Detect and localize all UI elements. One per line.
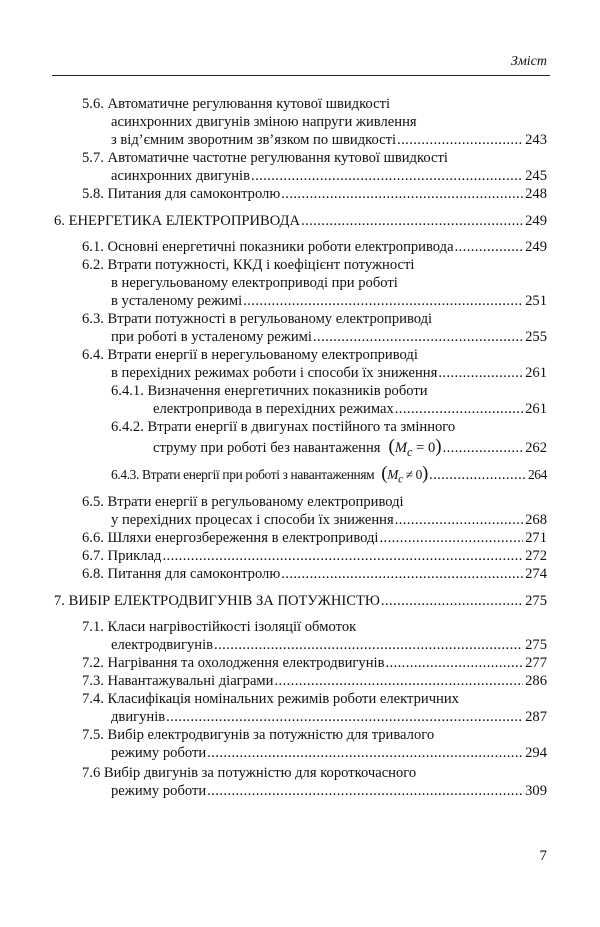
leader-dots	[251, 167, 523, 185]
page-ref: 271	[525, 530, 547, 546]
toc-entry-5-6[interactable]: з від’ємним зворотним зв’язком по швидкості ..... 243	[111, 131, 547, 149]
leader-dots	[429, 466, 526, 484]
page-ref: 262	[525, 440, 547, 456]
page-ref: 286	[525, 673, 547, 689]
toc-7-6-line-1: 7.6 Вибір двигунів за потужністю для короткочасного	[82, 765, 417, 781]
page-ref: 274	[525, 566, 547, 582]
page-ref: 272	[525, 548, 547, 564]
toc-entry-6-2[interactable]: в усталеному режимі ..... 251	[111, 292, 547, 310]
toc-entry-5-7[interactable]: асинхронних двигунів ..... 245	[111, 167, 547, 185]
page-ref: 277	[525, 655, 547, 671]
toc-5-6-line-1: 5.6. Автоматичне регулювання кутової швидкості	[82, 96, 390, 112]
page-ref: 245	[525, 168, 547, 184]
leader-dots	[301, 212, 523, 230]
leader-dots	[397, 131, 523, 149]
leader-dots	[207, 782, 523, 800]
page-ref: 294	[525, 745, 547, 761]
toc-6-4-2-line-1: 6.4.2. Втрати енергії в двигунах постійного та змінного	[111, 419, 456, 435]
running-head: Зміст	[510, 54, 547, 69]
formula-mc-eq-zero: $(M_c = 0)$	[388, 436, 442, 459]
toc-entry-6-4[interactable]: в перехідних режимах роботи і способи їх зниження ..... 261	[111, 364, 547, 382]
leader-dots	[243, 292, 523, 310]
toc-entry-6-5[interactable]: у перехідних процесах і способи їх зниження ..... 268	[111, 511, 547, 529]
leader-dots	[214, 636, 523, 654]
toc-6-2-line-1: 6.2. Втрати потужності, ККД і коефіцієнт потужності	[82, 257, 415, 273]
leader-dots	[281, 565, 523, 583]
toc-entry-7-4[interactable]: двигунів ..... 287	[111, 708, 547, 726]
toc-6-3-line-1: 6.3. Втрати потужності в регульованому електроприводі	[82, 311, 433, 327]
toc-entry-6-8[interactable]: 6.8. Питання для самоконтролю ..... 274	[82, 565, 547, 583]
leader-dots	[455, 238, 524, 256]
toc-entry-6-3[interactable]: при роботі в усталеному режимі ..... 255	[111, 328, 547, 346]
toc-6-5-line-1: 6.5. Втрати енергії в регульованому електроприводі	[82, 494, 404, 510]
toc-7-1-line-1: 7.1. Класи нагрівостійкості ізоляції обмоток	[82, 619, 357, 635]
page-ref: 264	[527, 467, 547, 482]
page-number: 7	[539, 848, 547, 864]
leader-dots	[385, 654, 523, 672]
leader-dots	[166, 708, 523, 726]
toc-entry-6-6[interactable]: 6.6. Шляхи енергозбереження в електроприводі ..... 271	[82, 529, 547, 547]
toc-entry-7-6[interactable]: режиму роботи ..... 309	[111, 782, 547, 800]
toc-5-6-line-2: асинхронних двигунів зміною напруги живлення	[111, 114, 417, 130]
toc-6-4-1-line-1: 6.4.1. Визначення енергетичних показників роботи	[111, 383, 428, 399]
leader-dots	[207, 744, 523, 762]
page-ref: 248	[525, 186, 547, 202]
toc-5-7-line-1: 5.7. Автоматичне частотне регулювання кутової швидкості	[82, 150, 448, 166]
toc-entry-6-1[interactable]: 6.1. Основні енергетичні показники роботи електропривода ..... 249	[82, 238, 547, 256]
toc-7-5-line-1: 7.5. Вибір електродвигунів за потужністю для тривалого	[82, 727, 435, 743]
leader-dots	[281, 185, 523, 203]
toc-6-2-line-2: в нерегульованому електроприводі при роботі	[111, 275, 398, 291]
page-ref: 243	[525, 132, 547, 148]
toc-7-4-line-1: 7.4. Класифікація номінальних режимів роботи електричних	[82, 691, 459, 707]
page-ref: 309	[525, 783, 547, 799]
toc-entry-6-4-3[interactable]: 6.4.3. Втрати енергії при роботі з навантаженням $(M_c \ne 0)$ ..... 264	[111, 466, 547, 489]
header-rule	[52, 75, 550, 76]
toc-entry-7-2[interactable]: 7.2. Нагрівання та охолодження електродвигунів ..... 277	[82, 654, 547, 672]
page-ref: 275	[525, 637, 547, 653]
leader-dots	[438, 364, 523, 382]
leader-dots	[381, 592, 523, 610]
leader-dots	[395, 400, 523, 418]
toc-entry-6-4-2[interactable]: струму при роботі без навантаження $(M_c = 0)$ ..... 262	[153, 439, 547, 461]
leader-dots	[313, 328, 523, 346]
leader-dots	[379, 529, 523, 547]
formula-mc-neq-zero: $(M_c \ne 0)$	[381, 463, 429, 486]
toc-6-4-line-1: 6.4. Втрати енергії в нерегульованому електроприводі	[82, 347, 418, 363]
page-ref: 255	[525, 329, 547, 345]
toc-entry-6[interactable]: 6. ЕНЕРГЕТИКА ЕЛЕКТРОПРИВОДА ..... 249	[54, 212, 547, 230]
toc-entry-6-7[interactable]: 6.7. Приклад ..... 272	[82, 547, 547, 565]
toc-entry-7[interactable]: 7. ВИБІР ЕЛЕКТРОДВИГУНІВ ЗА ПОТУЖНІСТЮ ..... 275	[54, 592, 547, 610]
page-ref: 249	[525, 213, 547, 229]
toc-entry-7-5[interactable]: режиму роботи ..... 294	[111, 744, 547, 762]
leader-dots	[274, 672, 523, 690]
page-ref: 268	[525, 512, 547, 528]
leader-dots	[162, 547, 523, 565]
toc-entry-7-3[interactable]: 7.3. Навантажувальні діаграми ..... 286	[82, 672, 547, 690]
leader-dots	[443, 439, 524, 457]
page-ref: 275	[525, 593, 547, 609]
toc-entry-6-4-1[interactable]: електропривода в перехідних режимах ..... 261	[153, 400, 547, 418]
page-ref: 261	[525, 365, 547, 381]
page-ref: 261	[525, 401, 547, 417]
page-ref: 249	[525, 239, 547, 255]
toc-entry-5-8[interactable]: 5.8. Питания для самоконтролю ..... 248	[82, 185, 547, 203]
leader-dots	[395, 511, 523, 529]
toc-entry-7-1[interactable]: електродвигунів ..... 275	[111, 636, 547, 654]
page-ref: 287	[525, 709, 547, 725]
page-ref: 251	[525, 293, 547, 309]
